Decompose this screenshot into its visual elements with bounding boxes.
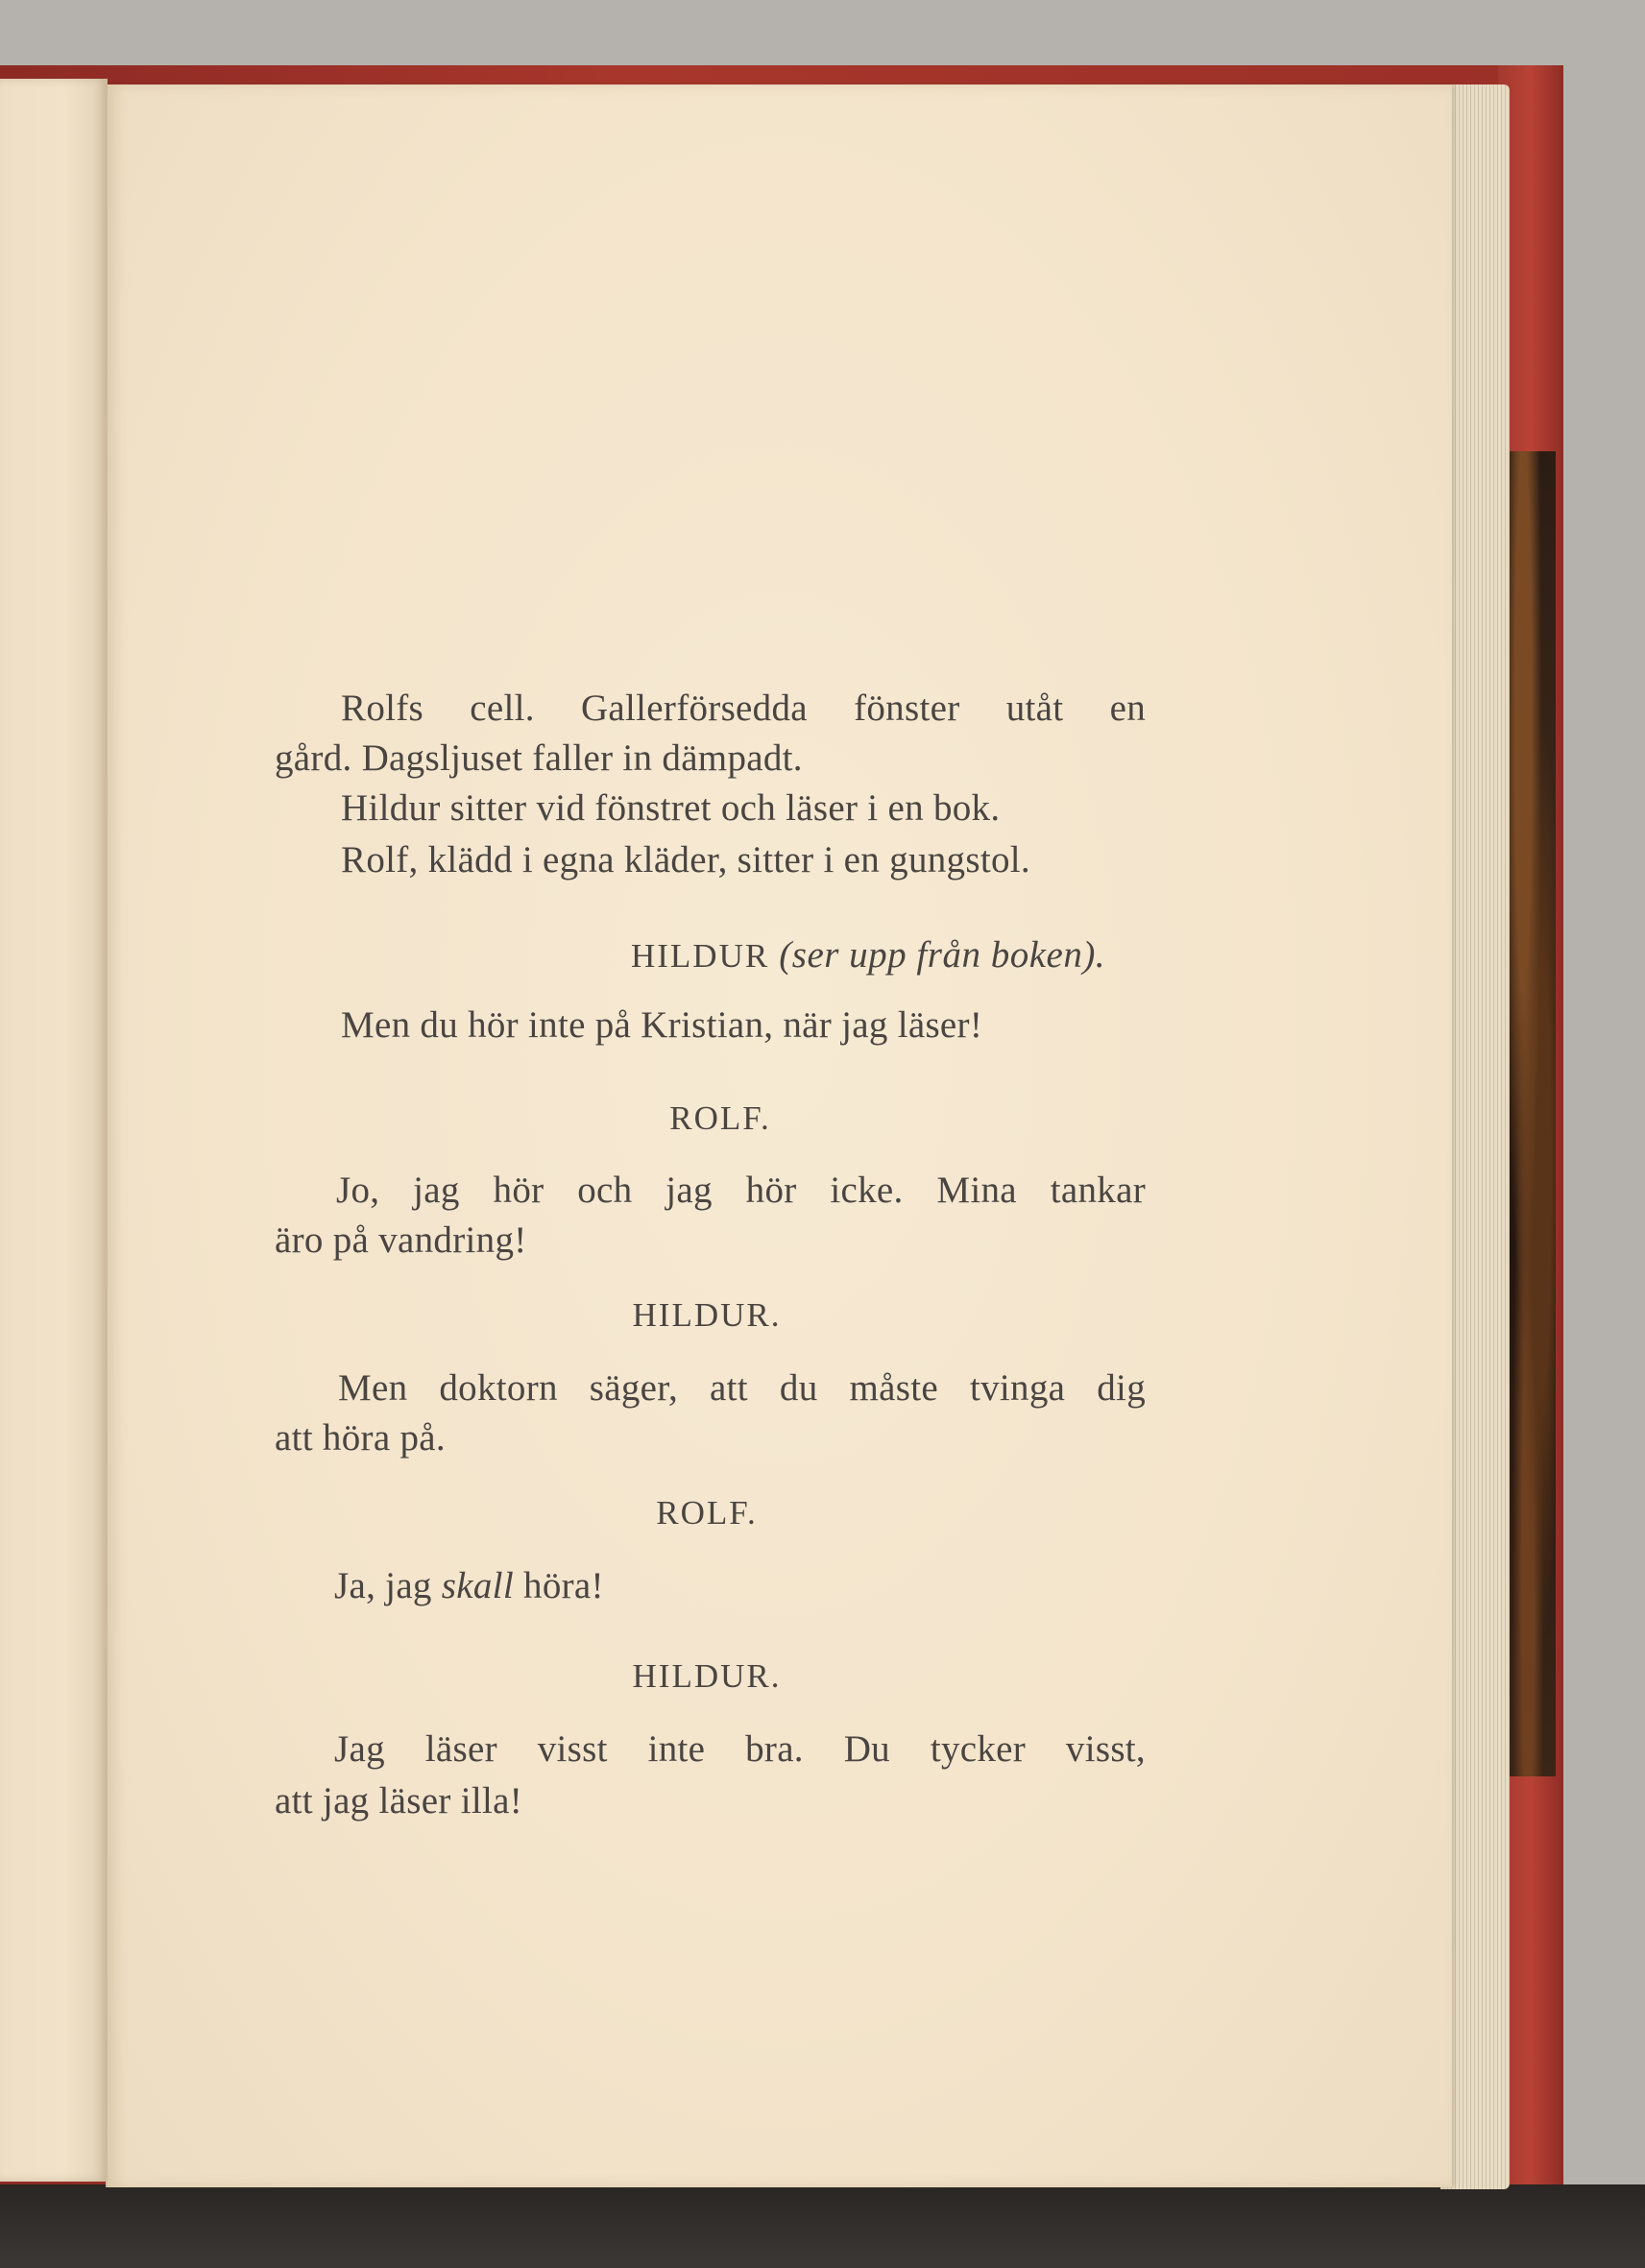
stage-direction-line-1: Rolfs cell. Gallerförsedda fönster utåt en — [341, 688, 1146, 729]
speaker-name: HILDUR — [631, 937, 770, 975]
stage-direction-line-2: gård. Dagsljuset faller in dämpadt. — [275, 737, 803, 779]
dialogue-line: att jag läser illa! — [275, 1780, 523, 1822]
stage-direction-line-3: Hildur sitter vid fönstret och läser i en bok. — [341, 787, 1001, 829]
marbled-binding — [1510, 451, 1556, 1776]
stage-direction-line-4: Rolf, klädd i egna kläder, sitter i en gungstol. — [341, 839, 1030, 881]
speaker-name: HILDUR. — [632, 1296, 782, 1334]
bottom-shadow — [0, 2184, 1645, 2268]
dialogue-text: Ja, jag — [334, 1565, 442, 1606]
dialogue-line: Men doktorn säger, att du måste tvinga dig — [338, 1367, 1146, 1409]
dialogue-line: Men du hör inte på Kristian, när jag läser! — [341, 1004, 983, 1046]
left-page — [0, 79, 108, 2182]
speaker-name: ROLF. — [669, 1099, 771, 1137]
speaker-name: ROLF. — [656, 1494, 758, 1532]
gutter — [106, 84, 108, 2187]
dialogue-line: Jo, jag hör och jag hör icke. Mina tankar — [336, 1170, 1146, 1211]
speaker-direction: (ser upp från boken). — [779, 934, 1106, 976]
right-page — [108, 84, 1452, 2187]
dialogue-line: Jag läser visst inte bra. Du tycker visst, — [334, 1728, 1146, 1770]
dialogue-line: att höra på. — [275, 1417, 446, 1459]
dialogue-line — [334, 1567, 604, 1604]
speaker-heading — [631, 936, 1105, 974]
dialogue-line: äro på vandring! — [275, 1219, 527, 1261]
dialogue-text: höra! — [513, 1565, 604, 1606]
speaker-name: HILDUR. — [632, 1657, 782, 1695]
emphasized-word: skall — [441, 1565, 514, 1606]
